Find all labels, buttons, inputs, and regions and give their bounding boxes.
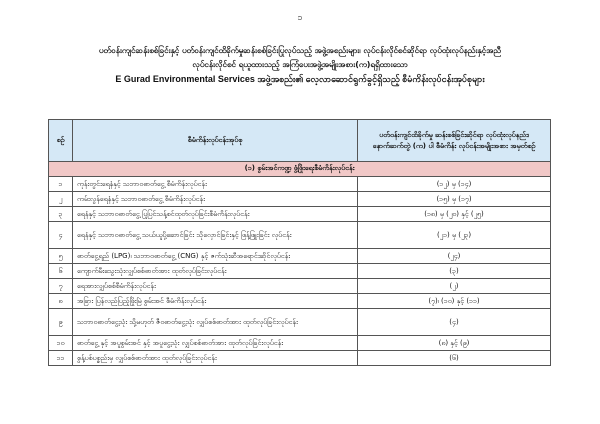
- table-row: [49, 249, 551, 264]
- row-name: ကုန်းတွင်းရေနံနှင့် သဘာဝဓာတ်ငွေ့ စီမံကိန်းလုပ်ငန်း: [73, 177, 358, 192]
- row-ref: (၁၈) မှ (၂၀) နှင့် (၂၅): [358, 207, 551, 222]
- row-ref: (၇)၊ (၁၀) နှင့် (၁၁): [358, 294, 551, 309]
- row-name: စွန့်ပစ်ပစ္စည်းမှ လျှပ်စစ်ဓာတ်အား ထုတ်လုပ်ခြင်းလုပ်ငန်း: [73, 351, 358, 366]
- header-ref: ပတ်ဝန်းကျင်ထိခိုက်မှု ဆန်းစစ်ခြင်းဆိုင်ရာ လုပ်ထုံးလုပ်နည်း၊ နောက်ဆက်တွဲ (က) ပါ စီမံကိန်း လုပ်ငန်းအမျိုးအစား အမှတ်စဉ်: [358, 120, 551, 162]
- row-no: ၄: [49, 222, 73, 249]
- row-ref: (၁၅) မှ (၁၇): [358, 192, 551, 207]
- row-ref: (၈) နှင့် (၉): [358, 336, 551, 351]
- row-ref: (၂၄): [358, 249, 551, 264]
- row-name: သဘာဝဓာတ်ငွေ့သုံး သို့မဟုတ် ဇီဝဓာတ်ငွေ့သုံး လျှပ်စစ်ဓာတ်အား ထုတ်လုပ်ခြင်းလုပ်ငန်း: [73, 309, 358, 336]
- table-row: [49, 279, 551, 294]
- row-no: ၁၀: [49, 336, 73, 351]
- section-title: (၁) စွမ်းအင်ကဏ္ဍ ဖွံ့ဖြိုးရေးစီမံကိန်းလုပ်ငန်း: [49, 162, 551, 177]
- heading-line-1: ပတ်ဝန်းကျင်ဆန်းစစ်ခြင်းနှင့် ပတ်ဝန်းကျင်ထိခိုက်မှုဆန်းစစ်ခြင်းပြုလုပ်သည့် အဖွဲ့အစည်းများ၊ လုပ်ငန်းလိုင်စင်ဆိုင်ရာ လုပ်ထုံးလုပ်နည်းနှင့်အညီ: [98, 46, 502, 55]
- row-no: ၆: [49, 264, 73, 279]
- table-row: [49, 207, 551, 222]
- document-heading: [20, 44, 580, 86]
- row-ref: (၁၂) မှ (၁၄): [358, 177, 551, 192]
- row-name: ဓာတ်ငွေ့ နှင့် အပူစွမ်းအင် နှင့် အပူငွေ့သုံး လျှပ်စစ်ဓာတ်အား ထုတ်လုပ်ခြင်းလုပ်ငန်း: [73, 336, 358, 351]
- row-no: ၈: [49, 294, 73, 309]
- row-no: ၁၁: [49, 351, 73, 366]
- row-name: အခြား ပြန်လည်ပြည့်ဖြိုးမြဲ စွမ်းအင် စီမံကိန်းလုပ်ငန်း: [73, 294, 358, 309]
- row-no: ၇: [49, 279, 73, 294]
- table-row: [49, 336, 551, 351]
- row-ref: (၄): [358, 309, 551, 336]
- row-no: ၂: [49, 192, 73, 207]
- page-number: ၁: [297, 13, 303, 23]
- table-row: [49, 309, 551, 336]
- row-no: ၉: [49, 309, 73, 336]
- row-name: ရေနံနှင့် သဘာဝဓာတ်ငွေ့ ပြုပြင်သန့်စင်ထုတ်လုပ်ခြင်းစီမံကိန်းလုပ်ငန်း: [73, 207, 358, 222]
- section-row: [49, 162, 551, 177]
- row-name: ကမ်းလွန်ရေနံနှင့် သဘာဝဓာတ်ငွေ့ စီမံကိန်းလုပ်ငန်း: [73, 192, 358, 207]
- table-row: [49, 222, 551, 249]
- row-ref: (၂၁) မှ (၂၃): [358, 222, 551, 249]
- table-row: [49, 294, 551, 309]
- header-no: စဉ်: [49, 120, 73, 162]
- project-group-table: [48, 119, 551, 366]
- row-name: ဓာတ်ငွေ့ရည် (LPG)၊ သဘာဝဓာတ်ငွေ့ (CNG) နှင့် ဇက်သုံးဆီအရောင်းဆိုင်လုပ်ငန်း: [73, 249, 358, 264]
- row-no: ၃: [49, 207, 73, 222]
- row-name: ကျောက်မီးသွေးသုံးလျှပ်စစ်ဓာတ်အား ထုတ်လုပ်ခြင်းလုပ်ငန်း: [73, 264, 358, 279]
- row-ref: (၂): [358, 279, 551, 294]
- table-row: [49, 192, 551, 207]
- header-name: စီမံကိန်းလုပ်ငန်းအုပ်စု: [73, 120, 358, 162]
- row-no: ၅: [49, 249, 73, 264]
- table-header-row: [49, 120, 551, 162]
- table-row: [49, 177, 551, 192]
- table-row: [49, 351, 551, 366]
- row-no: ၁: [49, 177, 73, 192]
- row-name: ရေအားလျှပ်စစ်စီမံကိန်းလုပ်ငန်း: [73, 279, 358, 294]
- row-ref: (၆): [358, 351, 551, 366]
- heading-line-2: လုပ်ငန်းလိုင်စင် ရယူထားသည့် အကြံပေးအဖွဲ့အမျိုးအစား(က)ရရှိထားသော: [192, 60, 408, 69]
- row-ref: (၃): [358, 264, 551, 279]
- row-name: ရေနံနှင့် သဘာဝဓာတ်ငွေ့ သယ်ယူပို့ဆောင်ခြင်း သိုလှောင်ခြင်းနှင့် ဖြန့်ဖြူးခြင်း လုပ်ငန်း: [73, 222, 358, 249]
- heading-line-3: E Gurad Environmental Services အဖွဲ့အစည်း၏ လေ့လာဆောင်ရွက်ခွင့်ရှိသည့် စီမံကိန်းလုပ်ငန်းအုပ်စုများ: [115, 74, 485, 84]
- table-row: [49, 264, 551, 279]
